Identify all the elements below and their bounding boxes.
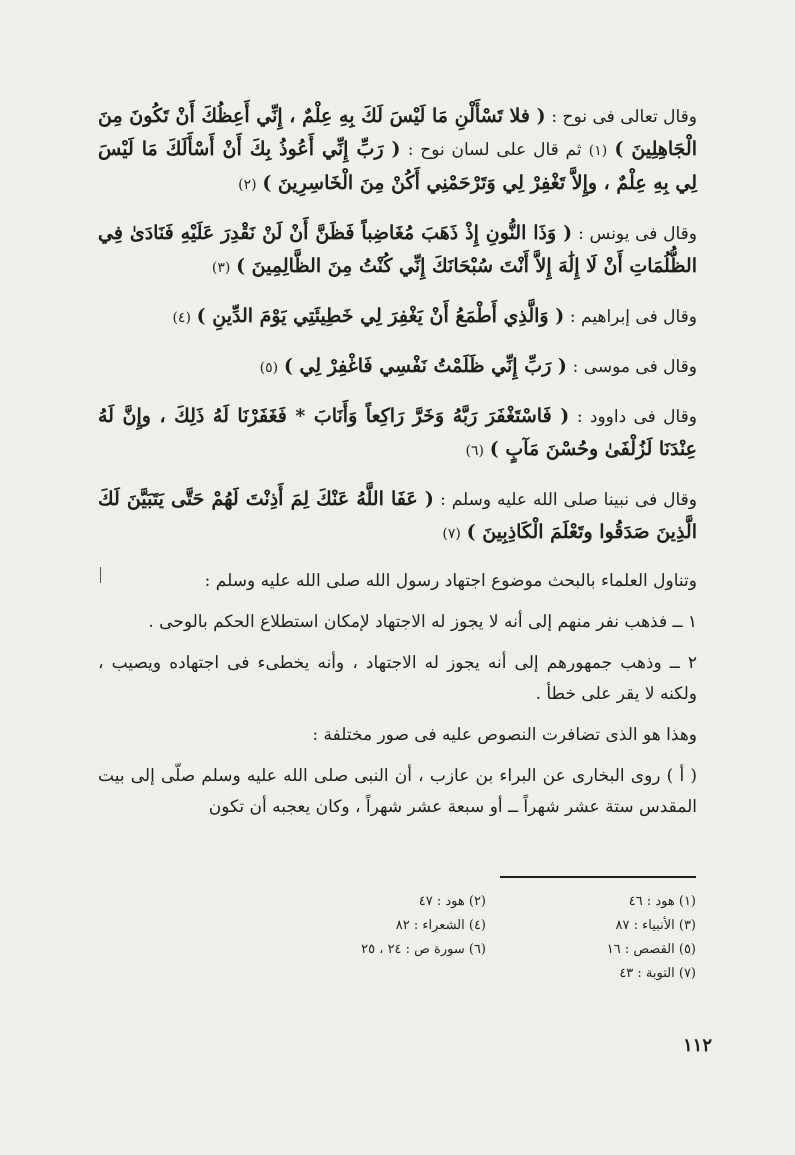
passage-intro: وقال تعالى فى نوح : (551, 107, 697, 127)
footnotes (250, 890, 696, 986)
footnote-separator (500, 876, 696, 878)
footnote: (٧) التوبة : ٤٣ (619, 966, 696, 981)
footnote (276, 962, 486, 986)
passage-prophet (98, 483, 697, 550)
passage-intro: ثم قال على لسان نوح : (407, 140, 582, 160)
footnote-ref: (٧) (442, 526, 461, 542)
passage-intro: وقال فى نبينا صلى الله عليه وسلم : (440, 490, 697, 510)
quran-verse: ( فَاسْتَغْفَرَ رَبَّهُ وَخَرَّ رَاكِعاً وَأَنَابَ * فَغَفَرْنَا لَهُ ذَلِكَ ، وإِنَّ لَهُ عِنْدَنَا لَزُلْفَىٰ وحُسْنَ مَآبٍ ) (98, 405, 697, 460)
footnote-ref: (٥) (259, 360, 279, 376)
main-text (98, 100, 697, 833)
footnote-ref: (٢) (238, 177, 257, 193)
footnote-row (250, 914, 696, 938)
footnote: (٤) الشعراء : ٨٢ (395, 918, 486, 933)
passage-intro: وقال فى موسى : (572, 357, 697, 377)
passage-yunus (98, 217, 697, 284)
body-paragraph: وتناول العلماء بالبحث موضوع اجتهاد رسول الله صلى الله عليه وسلم : (204, 571, 697, 591)
body-paragraph: ٢ ــ وذهب جمهورهم إلى أنه يجوز له الاجتهاد ، وأنه يخطىء فى اجتهاده ويصيب ، ولكنه لا يقر على خطأ . (98, 653, 697, 704)
passage-intro: وقال فى داوود : (576, 407, 697, 427)
quran-verse: ( رَبِّ إِنِّي ظَلَمْتُ نَفْسِي فَاغْفِرْ لِي ) (283, 355, 567, 377)
footnote-ref: (٤) (172, 310, 191, 326)
footnote-ref: (٦) (465, 443, 484, 459)
body-paragraph: ١ ــ فذهب نفر منهم إلى أنه لا يجوز له الاجتهاد لإمكان استطلاع الحكم بالوحى . (148, 612, 697, 632)
footnote-row (250, 938, 696, 962)
passage-dawud (98, 400, 697, 467)
quran-verse: ( رَبِّ إِنِّي أَعُوذُ بِكَ أَنْ أَسْأَلَكَ مَا لَيْسَ لِي بِهِ عِلْمٌ ، وإِلاَّ تَغْفِرْ لِي وَتَرْحَمْنِي أَكُنْ مِنَ الْخَاسِرِينَ ) (98, 138, 697, 194)
footnote: (١) هود : ٤٦ (628, 894, 696, 909)
margin-mark (100, 567, 101, 583)
footnote-row (250, 890, 696, 914)
footnote-row (250, 962, 696, 986)
body-paragraph: وهذا هو الذى تضافرت النصوص عليه فى صور مختلفة : (312, 725, 697, 745)
passage-ibrahim (98, 300, 697, 334)
body-paragraph: ( أ ) روى البخارى عن البراء بن عازب ، أن النبى صلى الله عليه وسلم صلّى إلى بيت المقدس ستة عشر شهراً ــ أو سبعة عشر شهراً ، وكان يعجبه أن تكون (98, 766, 697, 817)
passage-intro: وقال فى يونس : (578, 224, 697, 244)
quran-verse: ( فلا تَسْأَلْنِ مَا لَيْسَ لَكَ بِهِ عِلْمٌ ، إِنِّي أَعِظُكَ أَنْ تَكُونَ مِنَ الْجَاهِلِينَ ) (98, 105, 697, 160)
footnote: (٢) هود : ٤٧ (418, 894, 486, 909)
quran-verse: ( عَفَا اللَّهُ عَنْكَ لِمَ أَذِنْتَ لَهُمْ حَتَّى يَتَبَيَّنَ لَكَ الَّذِينَ صَدَقُوا وتَعْلَمَ الْكَاذِبِينَ ) (98, 488, 697, 543)
quran-verse: ( وَالَّذِي أَطْمَعُ أَنْ يَغْفِرَ لِي خَطِيئَتِي يَوْمَ الدِّينِ ) (196, 305, 565, 327)
passage-musa (98, 350, 697, 384)
footnote-ref: (١) (588, 143, 608, 159)
passage-intro: وقال فى إبراهيم : (569, 307, 697, 327)
footnote: (٥) القصص : ١٦ (606, 942, 696, 957)
footnote: (٦) سورة ص : ٢٤ ، ٢٥ (361, 942, 486, 957)
quran-verse: ( وَذَا النُّونِ إِذْ ذَهَبَ مُغَاضِباً فَظَنَّ أَنْ لَنْ نَقْدِرَ عَلَيْهِ فَنَادَىٰ فِي الظُّلُمَاتِ أَنْ لَا إِلَٰهَ إِلاَّ أَنْتَ سُبْحَانَكَ إِنِّي كُنْتُ مِنَ الظَّالِمِينَ ) (98, 222, 697, 277)
footnote-ref: (٣) (211, 260, 231, 276)
footnote: (٣) الأنبياء : ٨٧ (615, 918, 696, 933)
page-number: ١١٢ (682, 1035, 712, 1056)
passage-nuh (98, 100, 697, 201)
